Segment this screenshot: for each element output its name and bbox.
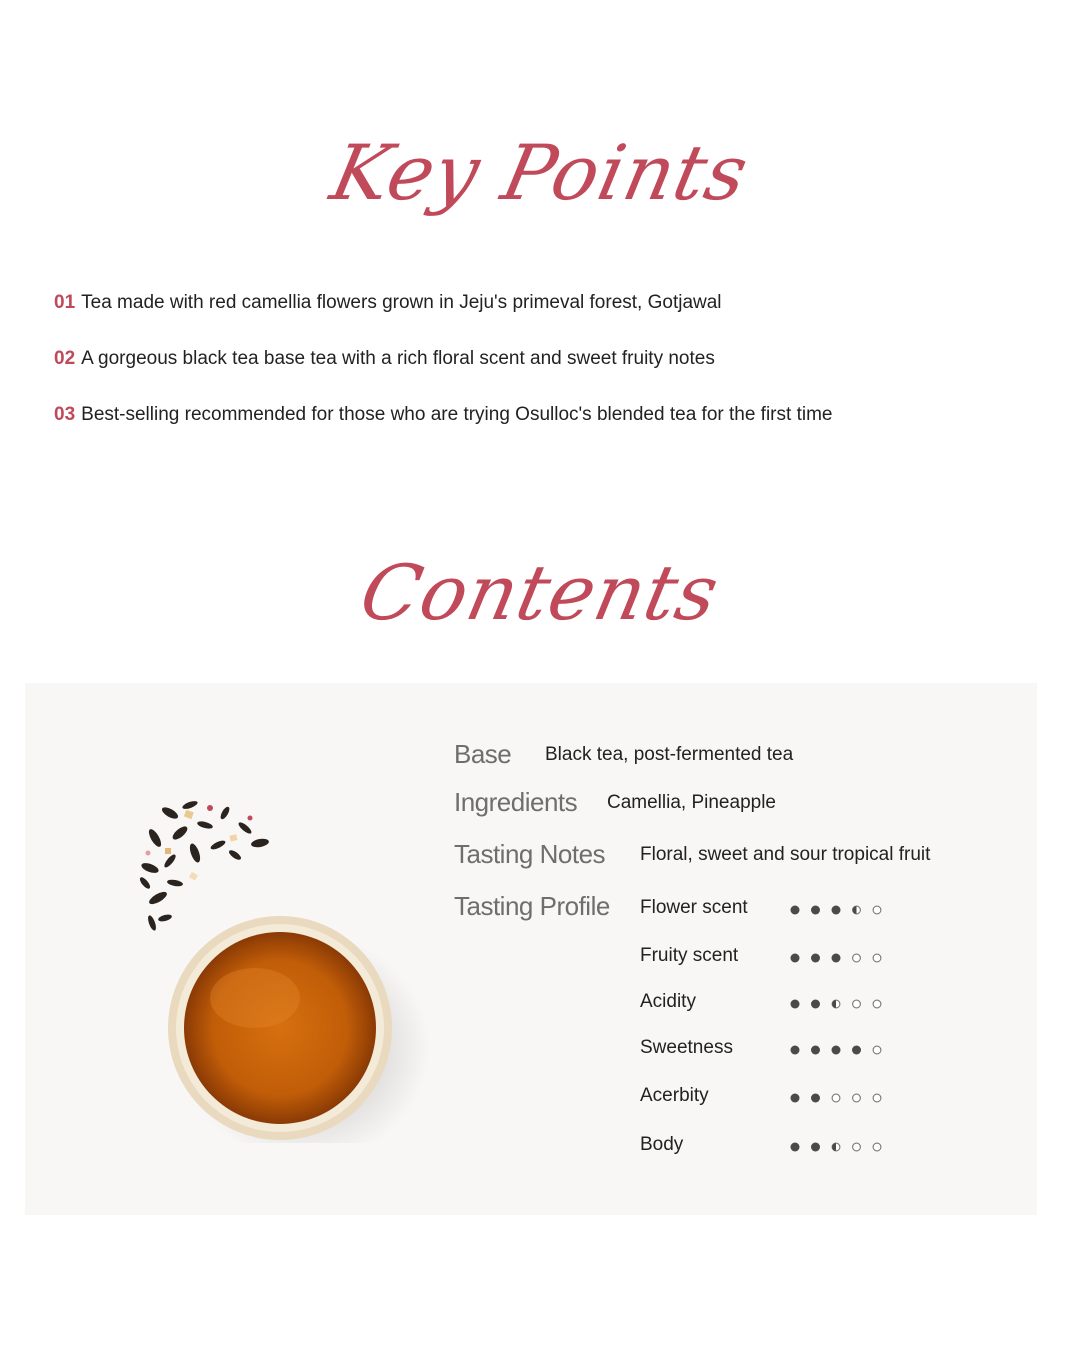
- rating-dot-empty: [853, 1000, 861, 1008]
- rating-dots: [790, 1090, 900, 1106]
- key-point-text: A gorgeous black tea base tea with a rich floral scent and sweet fruity notes: [81, 348, 715, 369]
- profile-row-acidity: [640, 991, 940, 1021]
- rating-dot-filled: [832, 954, 841, 963]
- tasting-profile-label: Tasting Profile: [454, 891, 610, 921]
- rating-dot-filled: [832, 906, 841, 915]
- profile-row-acerbity: [640, 1085, 940, 1115]
- key-point-item: [54, 404, 1054, 460]
- rating-dot-empty: [853, 954, 861, 962]
- profile-name: Flower scent: [640, 897, 748, 918]
- rating-dot-empty: [853, 1143, 861, 1151]
- ingredients-value: Camellia, Pineapple: [607, 792, 776, 813]
- profile-name: Acerbity: [640, 1085, 709, 1106]
- key-point-number: 02: [54, 348, 76, 369]
- tea-cup-image: [130, 783, 430, 1143]
- profile-row-flower-scent: [640, 897, 940, 927]
- contents-title: Contents: [353, 548, 727, 637]
- key-points-title: Key Points: [323, 128, 757, 217]
- rating-dot-half: [832, 1143, 840, 1151]
- profile-name: Acidity: [640, 991, 696, 1012]
- tea-liquid: [184, 932, 376, 1124]
- rating-dot-empty: [873, 906, 881, 914]
- rating-dot-empty: [873, 1000, 881, 1008]
- rating-dots: [790, 950, 900, 966]
- tasting-notes-label: Tasting Notes: [454, 839, 606, 869]
- rating-dot-empty: [873, 1094, 881, 1102]
- rating-dot-empty: [873, 954, 881, 962]
- fruit-pieces: [146, 805, 253, 881]
- rating-dot-empty: [873, 1143, 881, 1151]
- key-point-number: 03: [54, 404, 76, 425]
- rating-dot-empty: [873, 1046, 881, 1054]
- profile-row-sweetness: [640, 1037, 940, 1067]
- tasting-notes-value: Floral, sweet and sour tropical fruit: [640, 844, 931, 865]
- key-point-item: [54, 348, 1054, 404]
- rating-dots: [790, 1139, 900, 1155]
- rating-dot-empty: [832, 1094, 840, 1102]
- key-point-text: Best-selling recommended for those who are trying Osulloc's blended tea for the first time: [81, 404, 833, 425]
- rating-dot-filled: [811, 1046, 820, 1055]
- base-label: Base: [454, 739, 512, 769]
- rating-dot-filled: [791, 1046, 800, 1055]
- key-point-text: Tea made with red camellia flowers grown in Jeju's primeval forest, Gotjawal: [81, 292, 722, 313]
- profile-row-fruity-scent: [640, 945, 940, 975]
- profile-name: Sweetness: [640, 1037, 733, 1058]
- rating-dot-empty: [853, 1094, 861, 1102]
- rating-dot-half: [853, 906, 861, 914]
- rating-dot-half: [832, 1000, 840, 1008]
- rating-dot-filled: [791, 1000, 800, 1009]
- rating-dot-filled: [811, 1000, 820, 1009]
- key-point-number: 01: [54, 292, 76, 313]
- key-point-item: [54, 292, 1054, 348]
- ingredients-label: Ingredients: [454, 787, 578, 817]
- key-points-list: [54, 292, 1054, 460]
- profile-row-body: [640, 1134, 940, 1164]
- rating-dot-filled: [811, 906, 820, 915]
- rating-dot-filled: [852, 1046, 861, 1055]
- profile-name: Fruity scent: [640, 945, 739, 966]
- rating-dot-filled: [811, 1094, 820, 1103]
- rating-dot-filled: [791, 1094, 800, 1103]
- rating-dots: [790, 996, 900, 1012]
- contents-panel: [25, 683, 1037, 1215]
- rating-dot-filled: [811, 954, 820, 963]
- rating-dot-filled: [811, 1143, 820, 1152]
- base-value: Black tea, post-fermented tea: [545, 744, 794, 765]
- rating-dot-filled: [791, 906, 800, 915]
- rating-dots: [790, 902, 900, 918]
- profile-name: Body: [640, 1134, 684, 1155]
- rating-dot-filled: [832, 1046, 841, 1055]
- rating-dots: [790, 1042, 900, 1058]
- rating-dot-filled: [791, 954, 800, 963]
- rating-dot-filled: [791, 1143, 800, 1152]
